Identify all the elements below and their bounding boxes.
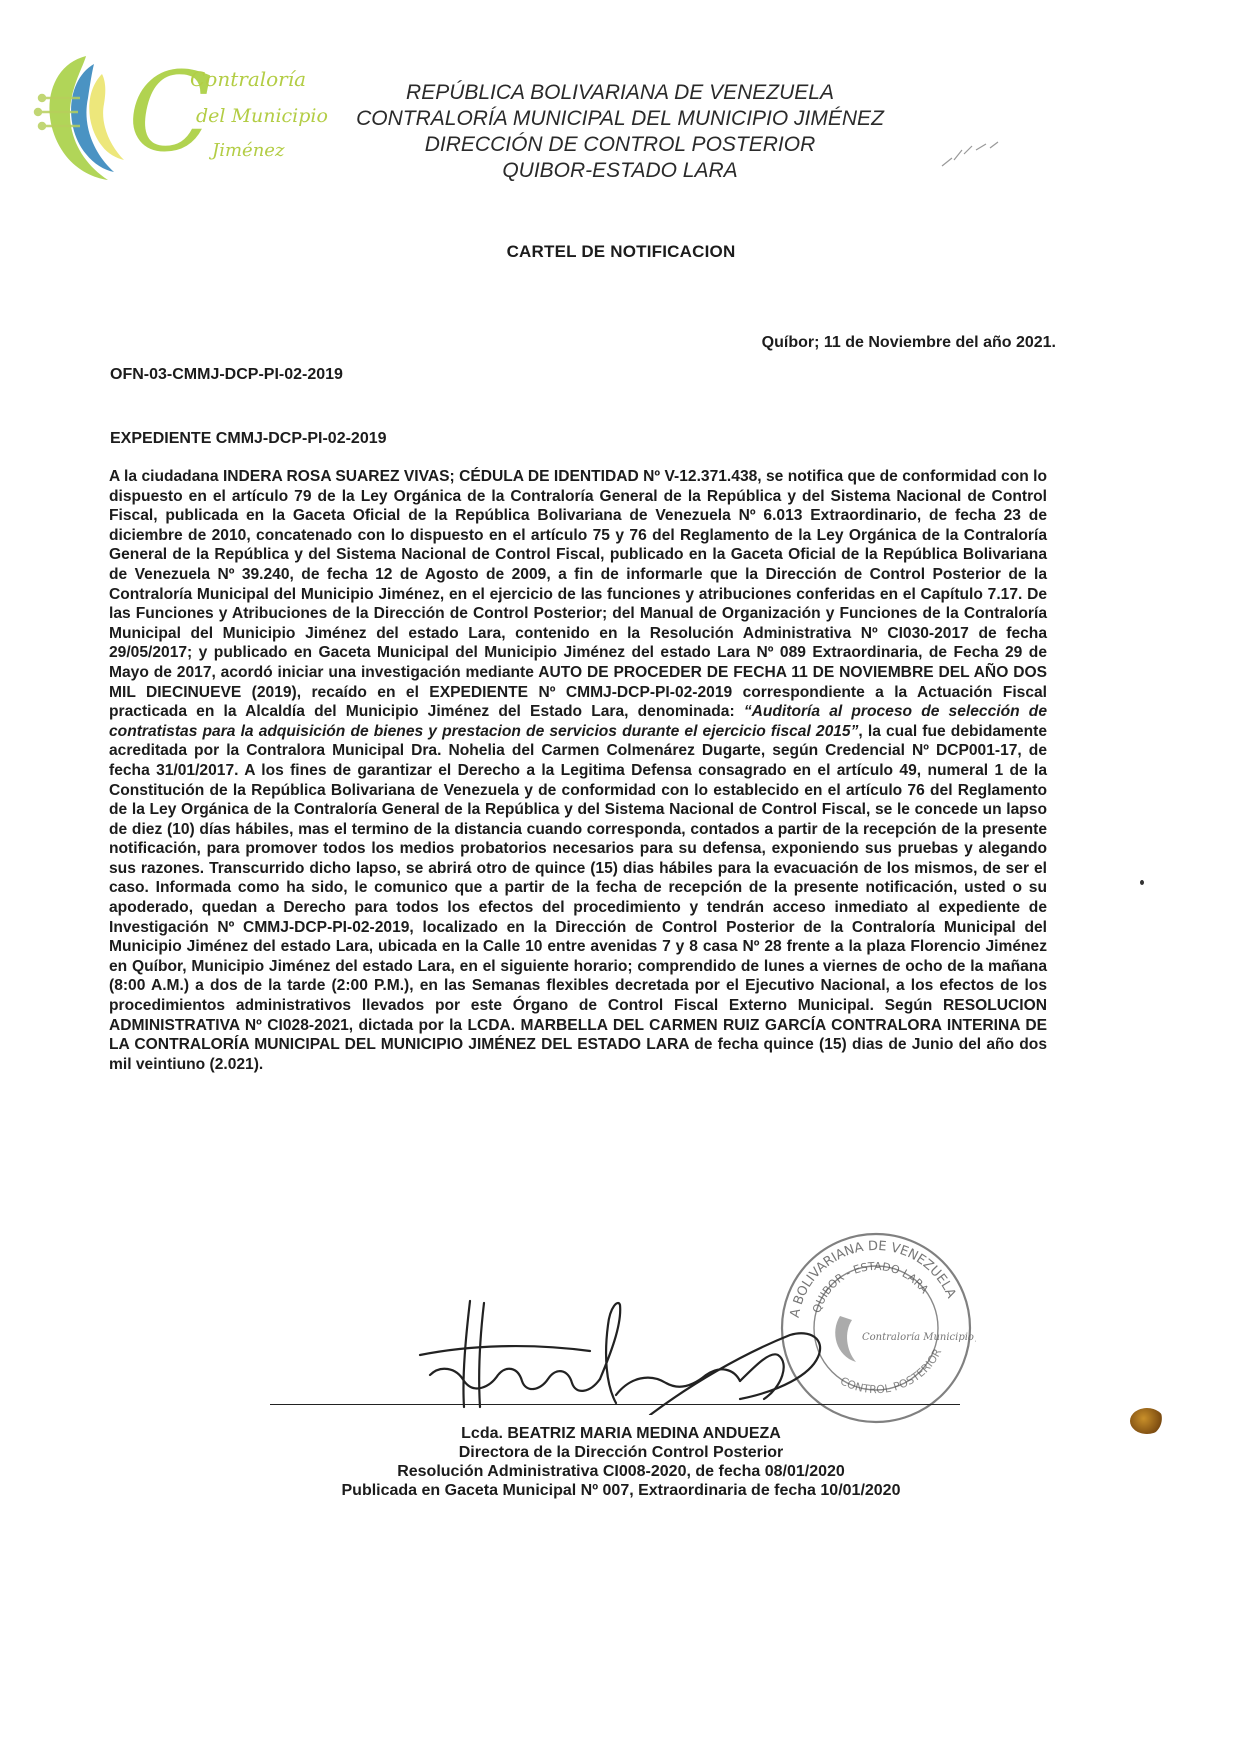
signer-resolution: Resolución Administrativa CI008-2020, de fecha 08/01/2020 — [397, 1463, 845, 1480]
notification-body — [109, 467, 1047, 1074]
speck-mark — [1140, 880, 1144, 885]
signer-role: Directora de la Dirección Control Posterior — [458, 1444, 784, 1461]
audit-title-quote: “Auditoría al proceso de selección de contratistas para la adquisición de bienes y prestacion de servicios durante el ejercicio fiscal 2015” — [109, 703, 1047, 740]
signer-block — [0, 1424, 1242, 1500]
header-line-1: REPÚBLICA BOLIVARIANA DE VENEZUELA — [406, 81, 834, 104]
stain-mark — [1130, 1408, 1164, 1434]
signature-line — [270, 1404, 960, 1405]
stamp-ring-bottom: CONTROL POSTERIOR — [837, 1346, 945, 1397]
stamp-center-text: Contraloría Municipio — [862, 1332, 974, 1343]
svg-text:C: C — [128, 50, 213, 176]
contraloria-logo — [28, 50, 328, 185]
logo-line-1: Contraloría — [190, 67, 307, 91]
body-part-2: , la cual fue debidamente acreditada por la Contralora Municipal Dra. Nohelia del Carmen Colmenárez Dugarte, según Credencial Nº DCP001-17, de fecha 31/01/2017. A los fines de garantizar el Derecho a la Legitima Defensa consagrado en el artículo 49, numeral 1 de la Constitución de la República Bolivariana de Venezuela y de conformidad con lo establecido en el artículo 76 del Reglamento de la Ley Orgánica de la Contraloría General de la República y del Sistema Nacional de Control Fiscal, se le concede un lapso de diez (10) días hábiles, mas el termino de la distancia cuando corresponda, contados a partir de la recepción de la presente notificación, para promover todos los medios probatorios necesarios para su defensa, exponiendo sus pruebas y alegando sus razones. Transcurrido dicho lapso, se abrirá otro de quince (15) dias hábiles para la evacuación de los mismos, de ser el caso. Informada como ha sido, le comunico que a partir de la fecha de recepción de la presente notificación, usted o su apoderado, quedan a Derecho para todos los efectos del procedimiento y tendrán acceso inmediato al expediente de Investigación Nº CMMJ-DCP-PI-02-2019, localizado en la Dirección de Control Posterior de la Contraloría Municipal del Municipio Jiménez del estado Lara, ubicada en la Calle 10 entre avenidas 7 y 8 casa Nº 28 frente a la plaza Florencio Jiménez en Quíbor, Municipio Jiménez del estado Lara, en el siguiente horario; comprendido de lunes a viernes de ocho de la mañana (8:00 A.M.) a dos de la tarde (2:00 P.M.), en las Semanas flexibles decretada por el Ejecutivo Nacional, a los efectos de los procedimientos administrativos llevados por este Órgano de Control Fiscal Externo Municipal. Según RESOLUCION ADMINISTRATIVA Nº CI028-2021, dictada por la LCDA. MARBELLA DEL CARMEN RUIZ GARCÍA CONTRALORA INTERINA DE LA CONTRALORÍA MUNICIPAL DEL MUNICIPIO JIMÉNEZ DEL ESTADO LARA de fecha quince (15) dias de Junio del año dos mil veintiuno (2.021). — [109, 722, 1047, 1073]
ofn-reference: OFN-03-CMMJ-DCP-PI-02-2019 — [110, 366, 343, 383]
body-part-1: A la ciudadana INDERA ROSA SUAREZ VIVAS; CÉDULA DE IDENTIDAD Nº V-12.371.438, se notifica que de conformidad con lo dispuesto en el artículo 79 de la Ley Orgánica de la Contraloría General de la República y del Sistema Nacional de Control Fiscal, publicada en la Gaceta Oficial de la República Bolivariana de Venezuela Nº 6.013 Extraordinario, de fecha 23 de diciembre de 2010, concatenado con lo dispuesto en el artículo 75 y 76 del Reglamento de la Ley Orgánica de la Contraloría General de la República y del Sistema Nacional de Control Fiscal, publicado en la Gaceta Oficial de la República Bolivariana de Venezuela Nº 39.240, de fecha 12 de Agosto de 2009, a fin de informarle que la Dirección de Control Posterior de la Contraloría Municipal del Municipio Jiménez, en el ejercicio de las funciones y atribuciones conferidas en el Capítulo 7.17. De las Funciones y Atribuciones de la Dirección de Control Posterior; del Manual de Organización y Funciones de la Contraloría Municipal del Municipio Jiménez del estado Lara, contenido en la Resolución Administrativa Nº CI030-2017 de fecha 29/05/2017; y publicado en Gaceta Municipal del Municipio Jiménez del estado Lara Nº 089 Extraordinaria, de Fecha 29 de Mayo de 2017, acordó iniciar una investigación mediante AUTO DE PROCEDER DE FECHA 11 DE NOVIEMBRE DEL AÑO DOS MIL DIECINUEVE (2019), recaído en el EXPEDIENTE Nº CMMJ-DCP-PI-02-2019 correspondiente a la Actuación Fiscal practicada en la Alcaldía del Municipio Jiménez del Estado Lara, denominada: — [109, 468, 1047, 721]
signer-name: Lcda. BEATRIZ MARIA MEDINA ANDUEZA — [461, 1425, 781, 1442]
logo-emblem-icon — [28, 50, 328, 185]
institution-header — [320, 80, 920, 184]
handwritten-signature — [270, 1295, 960, 1415]
expediente-reference: EXPEDIENTE CMMJ-DCP-PI-02-2019 — [110, 430, 387, 447]
stamp-ring-sub: QUIBOR - ESTADO LARA — [810, 1259, 931, 1315]
scan-mark-icon — [940, 140, 1010, 170]
header-line-2: CONTRALORÍA MUNICIPAL DEL MUNICIPIO JIMÉNEZ — [356, 107, 884, 130]
logo-line-2: del Municipio — [196, 105, 328, 127]
stamp-ring-top: A BOLIVARIANA DE VENEZUELA — [787, 1238, 959, 1319]
signer-gazette: Publicada en Gaceta Municipal Nº 007, Extraordinaria de fecha 10/01/2020 — [341, 1482, 901, 1499]
header-line-3: DIRECCIÓN DE CONTROL POSTERIOR — [424, 133, 816, 156]
header-line-4: QUIBOR-ESTADO LARA — [502, 159, 738, 182]
document-date: Quíbor; 11 de Noviembre del año 2021. — [761, 334, 1056, 351]
logo-line-3: Jiménez — [212, 140, 285, 161]
document-title: CARTEL DE NOTIFICACION — [506, 242, 736, 261]
